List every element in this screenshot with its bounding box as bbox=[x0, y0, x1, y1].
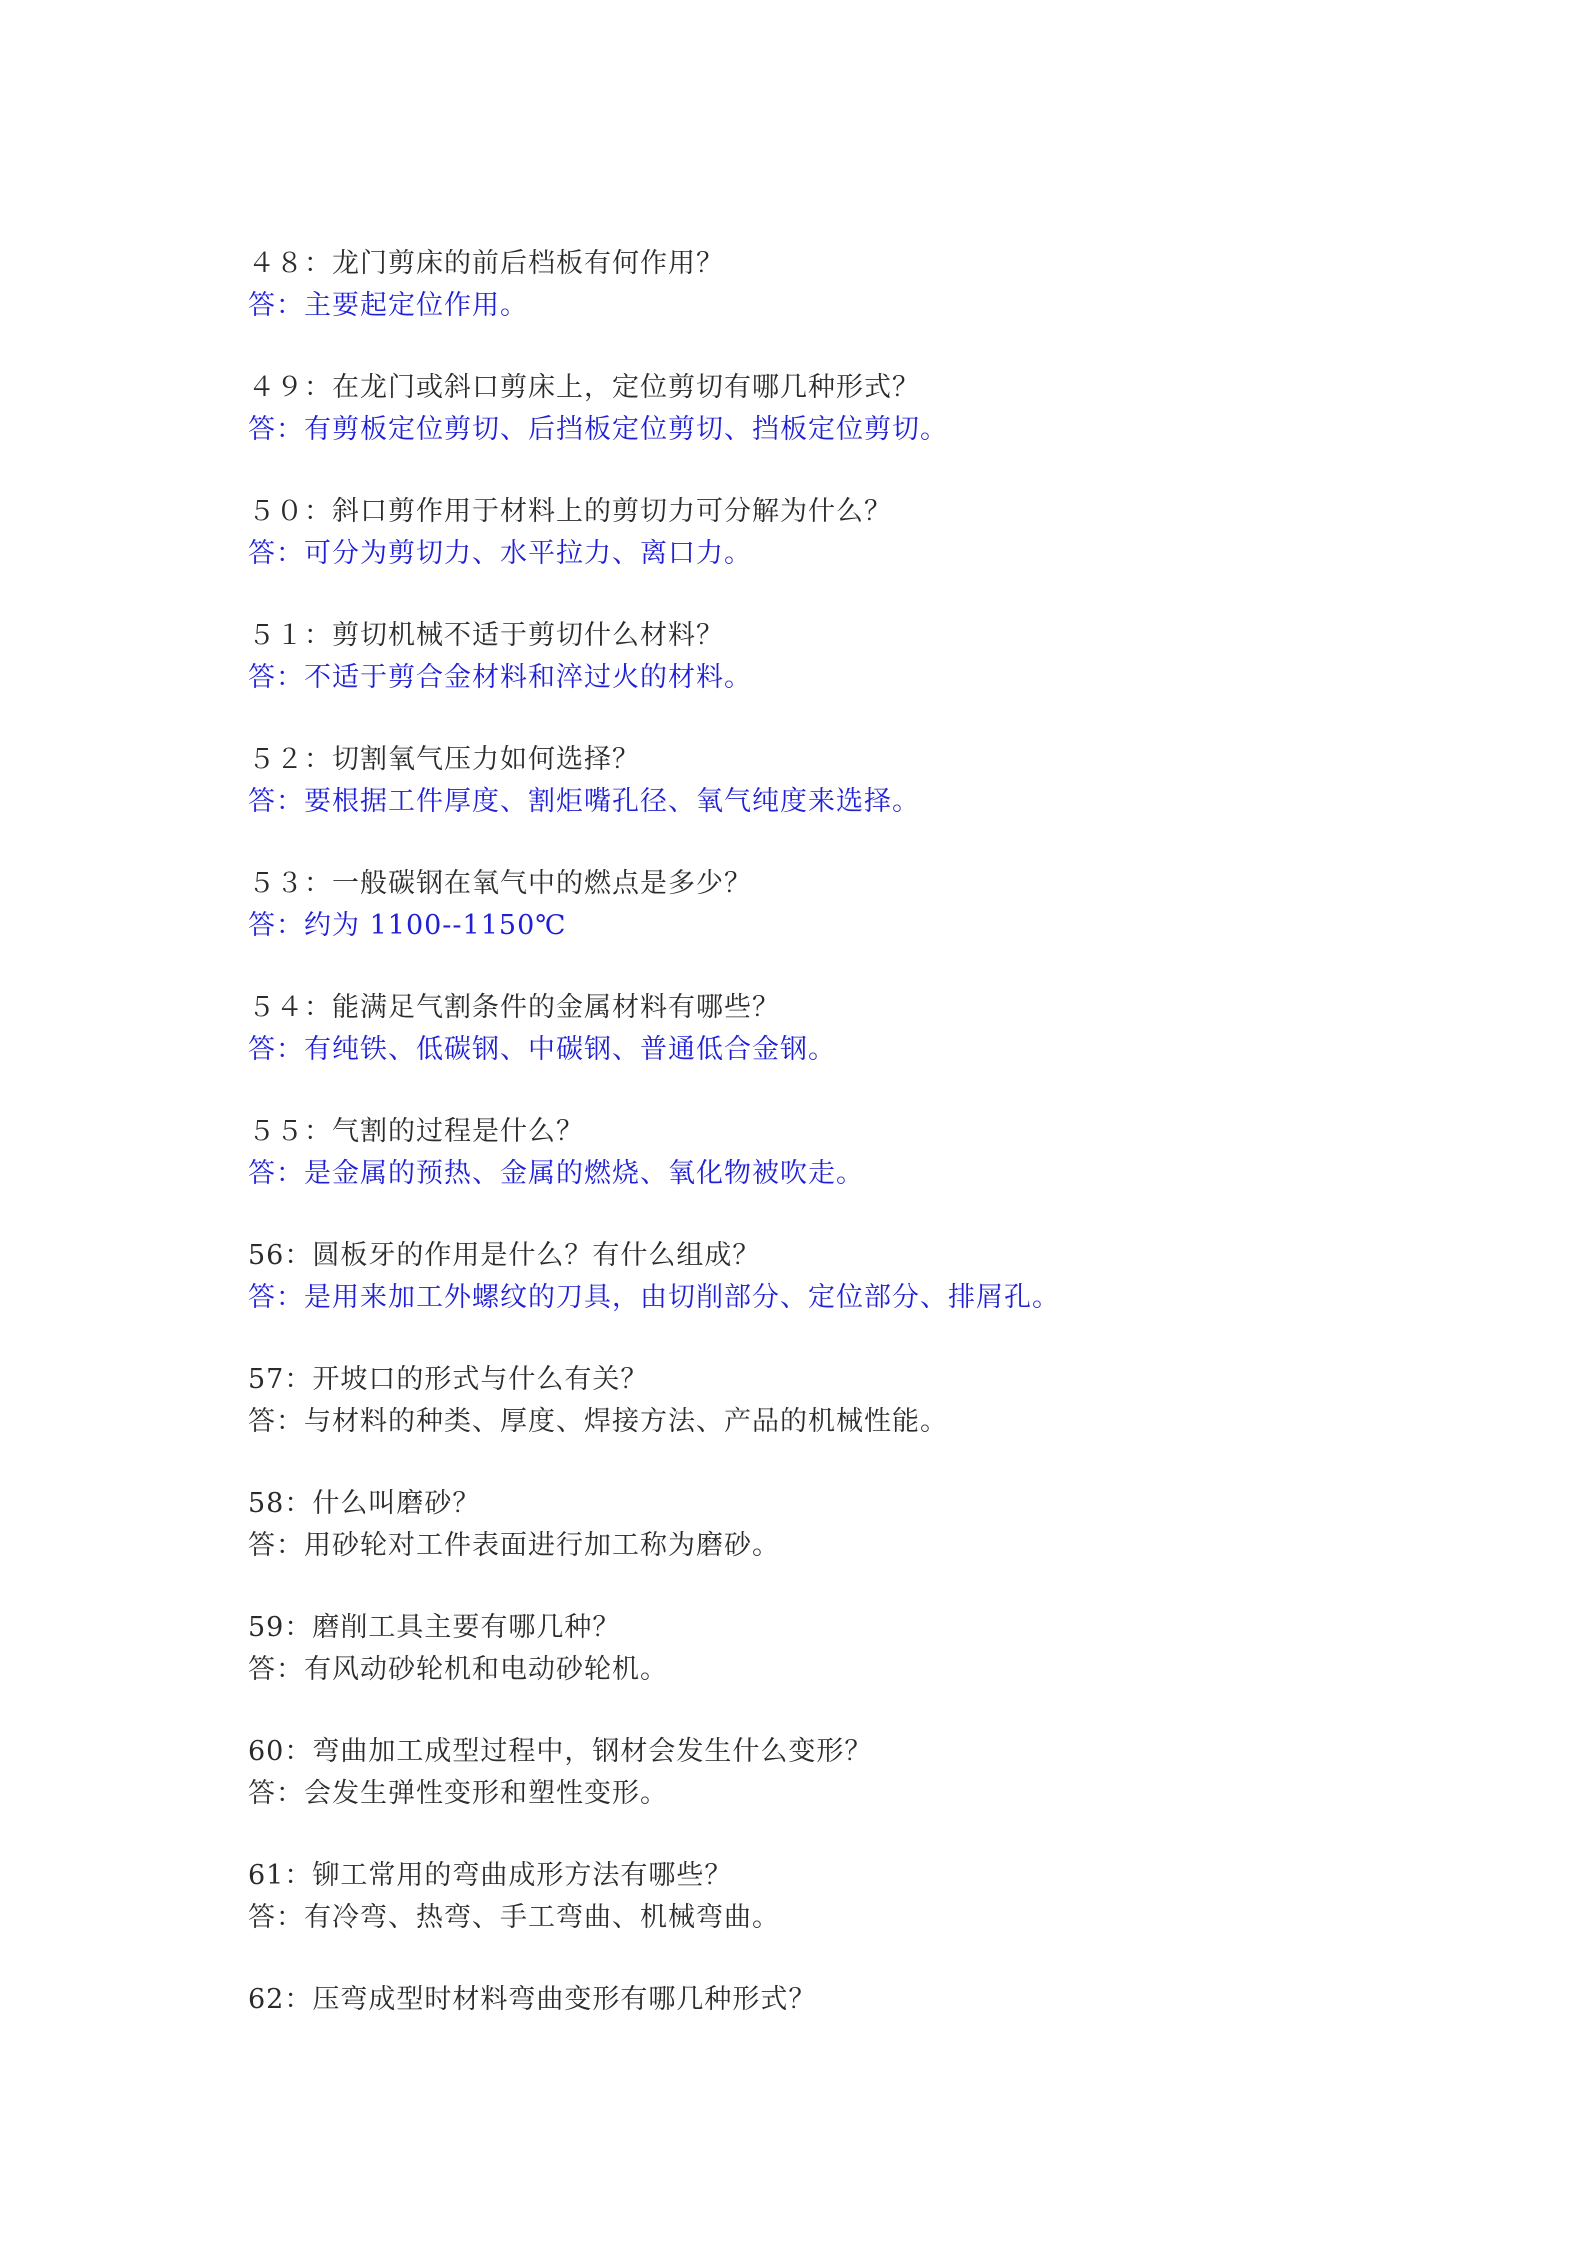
qa-item bbox=[248, 243, 1448, 327]
answer-text: 答：有纯铁、低碳钢、中碳钢、普通低合金钢。 bbox=[248, 1034, 836, 1065]
qa-item bbox=[248, 1607, 1448, 1691]
question-text: ４９：在龙门或斜口剪床上，定位剪切有哪几种形式？ bbox=[248, 372, 920, 403]
qa-item bbox=[248, 615, 1448, 699]
qa-item bbox=[248, 491, 1448, 575]
question-text: 60：弯曲加工成型过程中，钢材会发生什么变形？ bbox=[248, 1736, 873, 1767]
answer-text: 答：会发生弹性变形和塑性变形。 bbox=[248, 1778, 668, 1809]
question-text: 58：什么叫磨砂？ bbox=[248, 1488, 481, 1519]
answer-text: 答：与材料的种类、厚度、焊接方法、产品的机械性能。 bbox=[248, 1406, 948, 1437]
qa-item bbox=[248, 987, 1448, 1071]
question-text: 61：铆工常用的弯曲成形方法有哪些？ bbox=[248, 1860, 733, 1891]
qa-item bbox=[248, 1731, 1448, 1815]
qa-item bbox=[248, 1483, 1448, 1567]
question-text: 56：圆板牙的作用是什么？有什么组成？ bbox=[248, 1240, 761, 1271]
question-text: ４８：龙门剪床的前后档板有何作用？ bbox=[248, 248, 724, 279]
qa-item bbox=[248, 1235, 1448, 1319]
question-text: ５２：切割氧气压力如何选择？ bbox=[248, 744, 640, 775]
answer-text: 答：有冷弯、热弯、手工弯曲、机械弯曲。 bbox=[248, 1902, 780, 1933]
answer-text: 答：约为 1100--1150℃ bbox=[248, 910, 567, 941]
question-text: 62：压弯成型时材料弯曲变形有哪几种形式？ bbox=[248, 1984, 817, 2015]
question-text: 57：开坡口的形式与什么有关？ bbox=[248, 1364, 649, 1395]
question-text: ５５：气割的过程是什么？ bbox=[248, 1116, 584, 1147]
answer-text: 答：是用来加工外螺纹的刀具，由切削部分、定位部分、排屑孔。 bbox=[248, 1282, 1060, 1313]
qa-item bbox=[248, 1359, 1448, 1443]
question-text: ５４：能满足气割条件的金属材料有哪些？ bbox=[248, 992, 780, 1023]
answer-text: 答：有风动砂轮机和电动砂轮机。 bbox=[248, 1654, 668, 1685]
answer-text: 答：要根据工件厚度、割炬嘴孔径、氧气纯度来选择。 bbox=[248, 786, 920, 817]
answer-text: 答：用砂轮对工件表面进行加工称为磨砂。 bbox=[248, 1530, 780, 1561]
qa-item bbox=[248, 739, 1448, 823]
answer-text: 答：主要起定位作用。 bbox=[248, 290, 528, 321]
qa-item bbox=[248, 1855, 1448, 1939]
question-text: ５１：剪切机械不适于剪切什么材料？ bbox=[248, 620, 724, 651]
qa-item bbox=[248, 367, 1448, 451]
answer-text: 答：是金属的预热、金属的燃烧、氧化物被吹走。 bbox=[248, 1158, 864, 1189]
answer-text: 答：不适于剪合金材料和淬过火的材料。 bbox=[248, 662, 752, 693]
question-text: 59：磨削工具主要有哪几种？ bbox=[248, 1612, 621, 1643]
qa-item bbox=[248, 1979, 1448, 2021]
qa-item bbox=[248, 863, 1448, 947]
question-text: ５３：一般碳钢在氧气中的燃点是多少？ bbox=[248, 868, 752, 899]
question-text: ５０：斜口剪作用于材料上的剪切力可分解为什么？ bbox=[248, 496, 892, 527]
answer-text: 答：有剪板定位剪切、后挡板定位剪切、挡板定位剪切。 bbox=[248, 414, 948, 445]
answer-text: 答：可分为剪切力、水平拉力、离口力。 bbox=[248, 538, 752, 569]
qa-item bbox=[248, 1111, 1448, 1195]
